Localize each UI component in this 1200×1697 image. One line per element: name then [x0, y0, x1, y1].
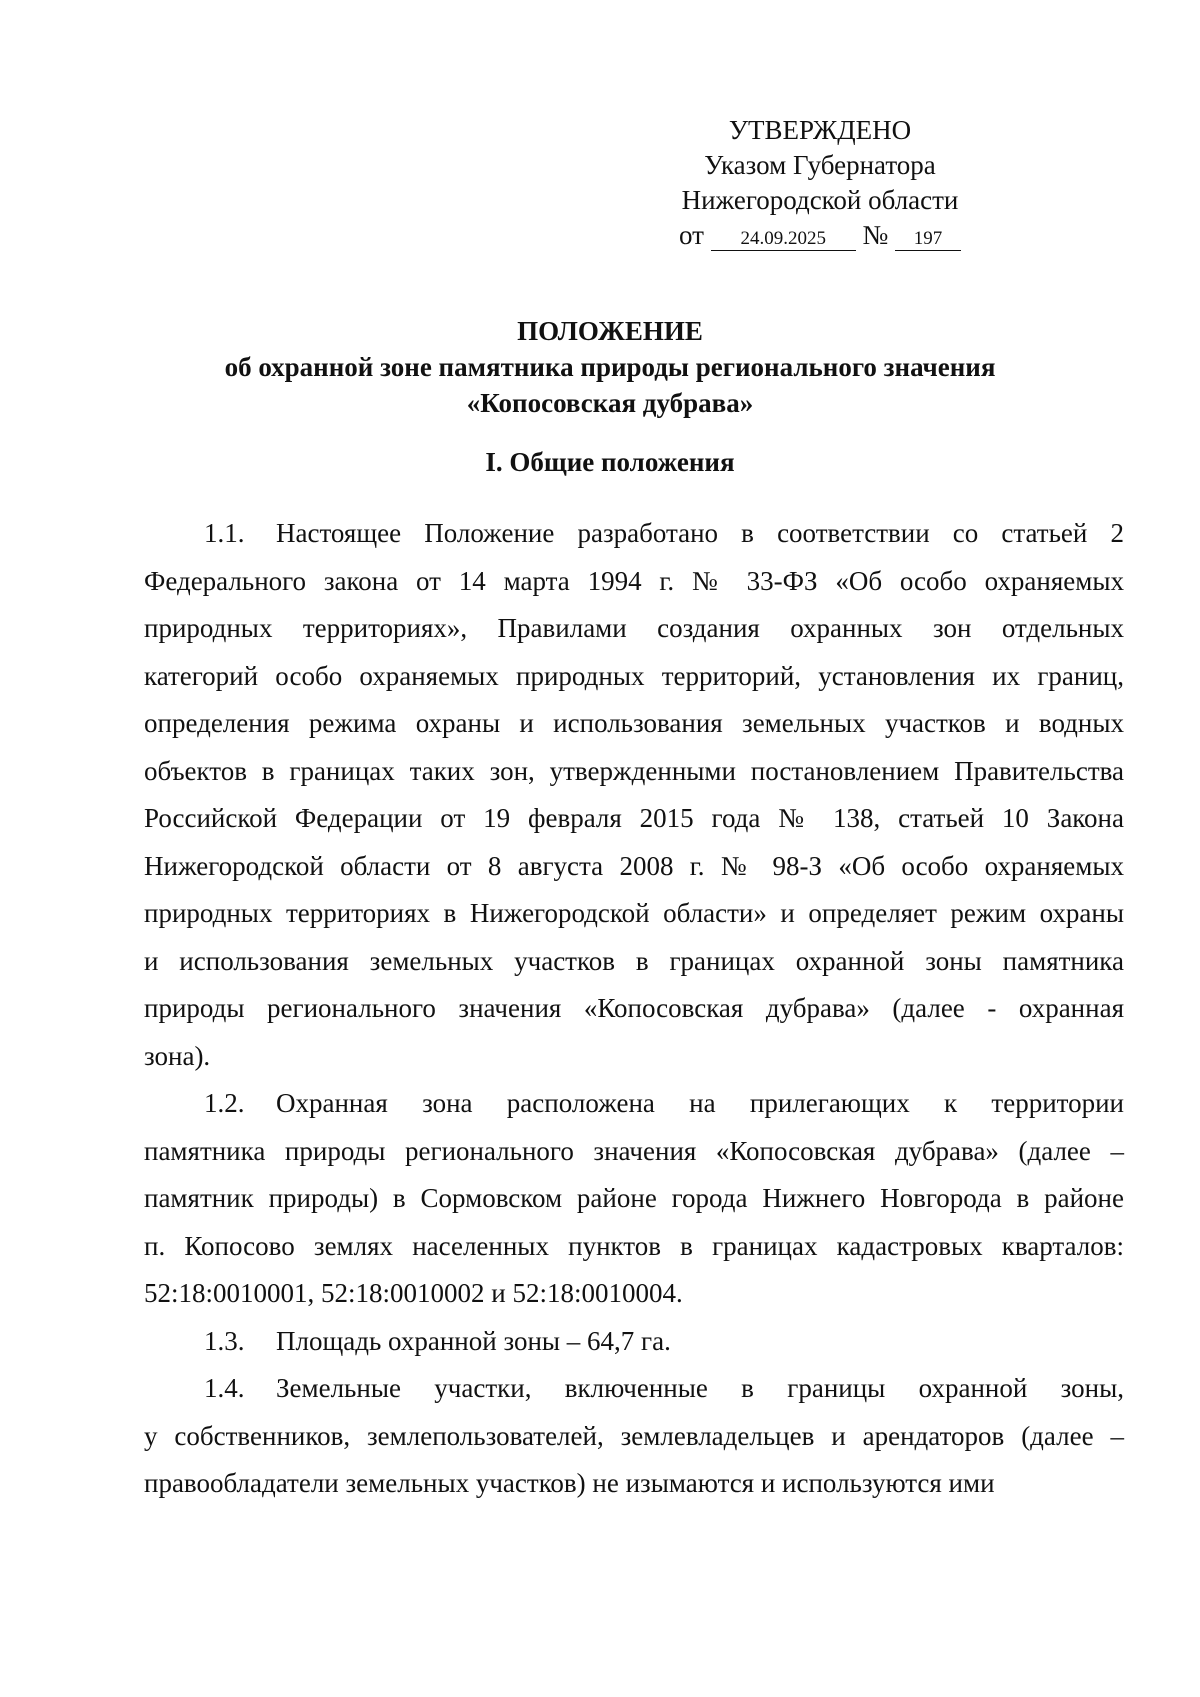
paragraph-line: Нижегородской области от 8 августа 2008 г. № 98-З «Об особо охраняемых	[144, 850, 1124, 881]
title-heading: ПОЛОЖЕНИЕ	[517, 316, 703, 346]
decree-label: Указом Губернатора	[704, 150, 936, 180]
date-number-row	[660, 218, 980, 253]
paragraph-text: Охранная зона расположена на прилегающих к территории	[276, 1088, 1124, 1118]
paragraph-line: Российской Федерации от 19 февраля 2015 года № 138, статьей 10 Закона	[144, 803, 1124, 833]
paragraph	[144, 510, 1124, 1080]
paragraph-line: правообладатели земельных участков) не изымаются и используются ими	[144, 1468, 995, 1498]
title-name: «Копосовская дубрава»	[466, 388, 754, 418]
paragraph-line: памятник природы) в Сормовском районе города Нижнего Новгорода в районе	[144, 1183, 1124, 1213]
paragraph	[144, 1318, 1124, 1366]
paragraph-line	[144, 1080, 1124, 1128]
paragraph-line: Федерального закона от 14 марта 1994 г. № 33-ФЗ «Об особо охраняемых	[144, 565, 1124, 596]
paragraph-line: и использования земельных участков в границах охранной зоны памятника	[144, 945, 1124, 976]
paragraph-text: Настоящее Положение разработано в соответствии со статьей 2	[276, 518, 1124, 548]
paragraph-line	[144, 1365, 1124, 1413]
approved-label: УТВЕРЖДЕНО	[728, 115, 912, 145]
approval-stamp	[660, 113, 980, 253]
paragraph-line: природных территориях в Нижегородской области» и определяет режим охраны	[144, 898, 1124, 928]
region-label: Нижегородской области	[681, 185, 959, 215]
number-label: №	[862, 220, 889, 250]
paragraph-line: определения режима охраны и использования земельных участков и водных	[144, 708, 1124, 738]
from-label: от	[679, 220, 704, 250]
paragraph-line	[144, 1318, 1124, 1366]
paragraph-text: Площадь охранной зоны – 64,7 га.	[276, 1325, 671, 1356]
paragraph-line: п. Копосово землях населенных пунктов в границах кадастровых кварталов:	[144, 1230, 1124, 1261]
paragraph-number: 1.4.	[204, 1373, 245, 1403]
paragraph	[144, 1365, 1124, 1508]
decree-date: 24.09.2025	[711, 228, 856, 251]
paragraph	[144, 1080, 1124, 1318]
paragraph-line: у собственников, землепользователей, землевладельцев и арендаторов (далее –	[144, 1420, 1124, 1451]
document-body	[144, 510, 1124, 1508]
paragraph-line: объектов в границах таких зон, утвержденными постановлением Правительства	[144, 755, 1124, 786]
section-heading: I. Общие положения	[485, 447, 735, 477]
decree-number: 197	[895, 228, 961, 251]
title-subject: об охранной зоне памятника природы регионального значения	[224, 352, 996, 382]
document-title	[130, 313, 1090, 421]
paragraph-line: памятника природы регионального значения «Копосовская дубрава» (далее –	[144, 1135, 1124, 1166]
paragraph-line: зона).	[144, 1040, 211, 1071]
paragraph-number: 1.3.	[204, 1325, 245, 1356]
paragraph-text: Земельные участки, включенные в границы охранной зоны,	[276, 1373, 1124, 1403]
paragraph-number: 1.2.	[204, 1088, 245, 1118]
paragraph-line: 52:18:0010001, 52:18:0010002 и 52:18:0010004.	[144, 1278, 683, 1308]
paragraph-number: 1.1.	[204, 518, 245, 548]
paragraph-line	[144, 510, 1124, 558]
paragraph-line: природы регионального значения «Копосовская дубрава» (далее - охранная	[144, 993, 1124, 1023]
paragraph-line: категорий особо охраняемых природных территорий, установления их границ,	[144, 660, 1124, 691]
paragraph-line: природных территориях», Правилами создания охранных зон отдельных	[144, 613, 1124, 643]
